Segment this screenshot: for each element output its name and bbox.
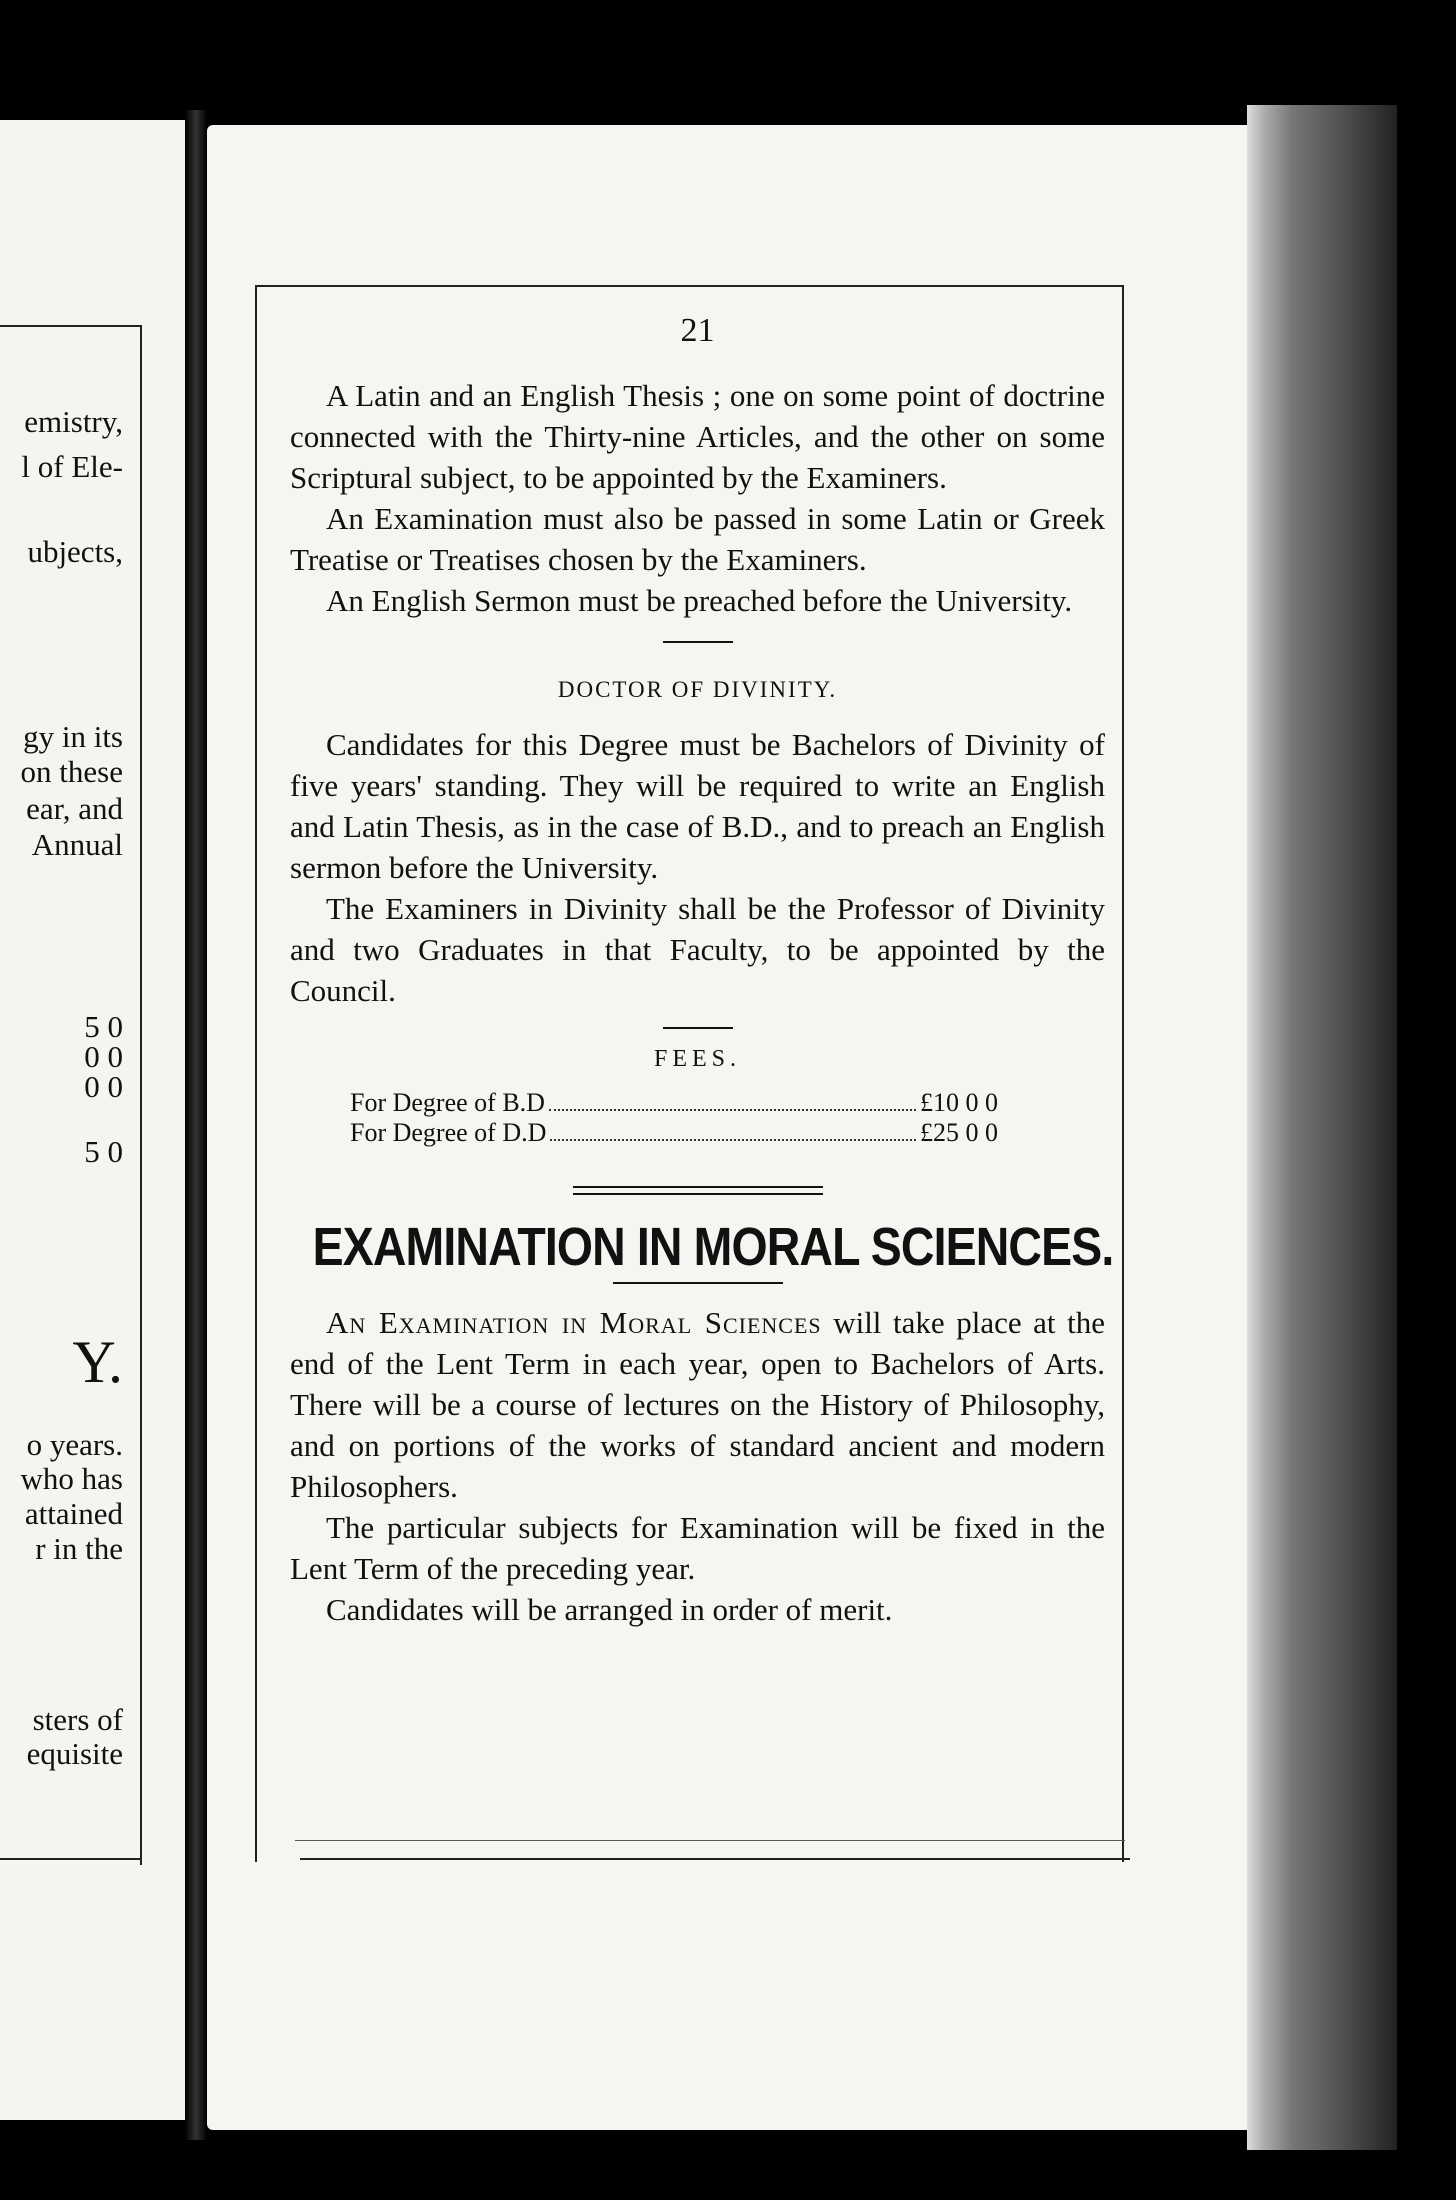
facing-page-line: ear, and <box>26 791 123 826</box>
dd-paragraph-2: The Examiners in Divinity shall be the Professor of Divinity and two Graduates in that Faculty, to be appointed by the Council. <box>290 891 1105 1008</box>
facing-page-rule-vertical <box>140 325 142 1865</box>
fees-divider <box>663 1027 733 1029</box>
moral-lead-smallcaps: An Examination in Moral Sciences <box>326 1305 822 1340</box>
facing-page-line: ubjects, <box>27 534 123 569</box>
facing-page-line: attained <box>24 1496 123 1531</box>
facing-page-rule-bottom <box>0 1858 142 1860</box>
bd-paragraph-2: An Examination must also be passed in some Latin or Greek Treatise or Treatises chosen by the Examiners. <box>290 501 1105 577</box>
facing-page-line: l of Ele- <box>21 449 123 484</box>
facing-page-line: on these <box>20 754 123 789</box>
facing-page-line: who has <box>20 1461 123 1496</box>
doctor-of-divinity-heading: DOCTOR OF DIVINITY. <box>557 677 838 702</box>
fee-row-dd <box>290 1118 1070 1148</box>
fees-heading: FEES. <box>653 1046 741 1072</box>
fee-amount: £10 0 0 <box>920 1088 998 1117</box>
bd-paragraph-1: A Latin and an English Thesis ; one on some point of doctrine connected with the Thirty-nine Articles, and the other on some Scriptural subject, to be appointed by the Examiners. <box>290 378 1105 495</box>
fee-amount: £25 0 0 <box>920 1118 998 1147</box>
page-edges <box>1247 105 1397 2150</box>
facing-page-line: sters of <box>32 1702 123 1737</box>
dot-leader <box>550 1118 916 1141</box>
facing-page-big-letter: Y. <box>72 1329 123 1395</box>
facing-page <box>0 120 185 2120</box>
moral-sciences-title: EXAMINATION IN MORAL SCIENCES. <box>312 1217 1114 1277</box>
page-frame-bottom <box>300 1858 1130 1860</box>
facing-page-line: 5 0 <box>84 1009 123 1044</box>
moral-paragraph-1-text: will take place at the end of the Lent Term in each year, open to Bachelors of Arts. There will be a course of lectures on the History of Philosophy, and on portions of the works of standard ancient and modern Philosophers. <box>290 1305 1105 1504</box>
fee-label: For Degree of B.D <box>350 1088 545 1117</box>
dot-leader <box>549 1088 916 1111</box>
facing-page-rule-top <box>0 325 140 327</box>
facing-page-line: o years. <box>26 1427 123 1462</box>
facing-page-line: r in the <box>35 1531 123 1566</box>
moral-paragraph-3: Candidates will be arranged in order of merit. <box>326 1592 893 1627</box>
page-content <box>290 310 1114 1630</box>
page-number: 21 <box>680 312 715 349</box>
bd-paragraph-3: An English Sermon must be preached before the University. <box>326 583 1073 618</box>
facing-page-line: Annual <box>31 827 123 862</box>
facing-page-line: equisite <box>26 1736 123 1771</box>
dd-paragraph-1: Candidates for this Degree must be Bachelors of Divinity of five years' standing. They will be required to write an English and Latin Thesis, as in the case of B.D., and to preach an English sermon before the University. <box>290 727 1105 885</box>
section-divider <box>663 641 733 643</box>
facing-page-line: emistry, <box>24 404 123 439</box>
page-frame-inner-bottom <box>295 1840 1125 1841</box>
title-underline <box>613 1282 783 1284</box>
facing-page-line: 0 0 <box>84 1039 123 1074</box>
fee-row-bd <box>290 1088 1070 1118</box>
facing-page-line: 5 0 <box>84 1134 123 1169</box>
moral-paragraph-2: The particular subjects for Examination will be fixed in the Lent Term of the preceding year. <box>290 1510 1105 1586</box>
facing-page-line: gy in its <box>23 719 123 754</box>
fee-label: For Degree of D.D <box>350 1118 547 1147</box>
double-rule-divider <box>573 1186 823 1195</box>
facing-page-line: 0 0 <box>84 1069 123 1104</box>
book-gutter <box>185 110 207 2140</box>
moral-paragraph-1 <box>290 1302 1105 1507</box>
